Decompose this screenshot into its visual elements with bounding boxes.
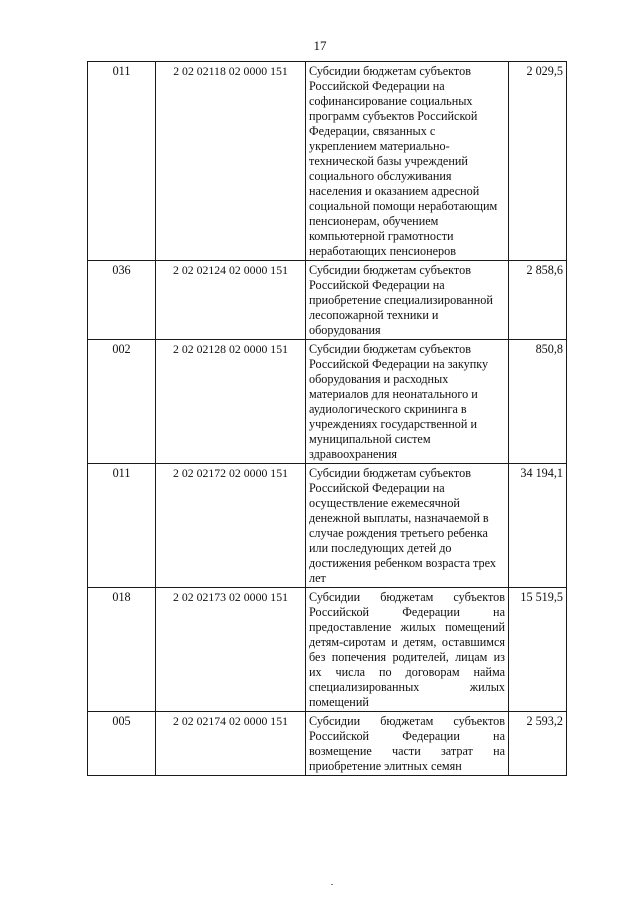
subsidy-name-cell: Субсидии бюджетам субъектов Российской Федерации на закупку оборудования и расходных материалов для неонатального и аудиологического скрининга в учреждениях государственной и муниципальной систем здравоохранения [306, 340, 509, 464]
table-row [88, 712, 567, 776]
budget-code-cell: 2 02 02174 02 0000 151 [156, 712, 306, 776]
subsidy-name-cell: Субсидии бюджетам субъектов Российской Федерации на возмещение части затрат на приобретение элитных семян [306, 712, 509, 776]
budget-code-cell: 2 02 02118 02 0000 151 [156, 62, 306, 261]
admin-code-cell: 011 [88, 62, 156, 261]
scan-mark [331, 884, 333, 885]
subsidy-name-cell: Субсидии бюджетам субъектов Российской Федерации на софинансирование социальных программ субъектов Российской Федерации, связанных с укреплением материально-технической базы учреждений социального обслуживания населения и оказанием адресной социальной помощи неработающим пенсионерам, обучением компьютерной грамотности неработающих пенсионеров [306, 62, 509, 261]
amount-cell: 34 194,1 [509, 464, 567, 588]
table-row [88, 340, 567, 464]
admin-code-cell: 011 [88, 464, 156, 588]
admin-code-cell: 018 [88, 588, 156, 712]
subsidy-name-cell: Субсидии бюджетам субъектов Российской Федерации на осуществление ежемесячной денежной выплаты, назначаемой в случае рождения третьего ребенка или последующих детей до достижения ребенком возраста трех лет [306, 464, 509, 588]
amount-cell: 15 519,5 [509, 588, 567, 712]
table-row [88, 464, 567, 588]
amount-cell: 850,8 [509, 340, 567, 464]
admin-code-cell: 002 [88, 340, 156, 464]
table-row [88, 588, 567, 712]
table-row [88, 62, 567, 261]
amount-cell: 2 858,6 [509, 261, 567, 340]
table-row [88, 261, 567, 340]
budget-code-cell: 2 02 02172 02 0000 151 [156, 464, 306, 588]
subsidy-name-cell: Субсидии бюджетам субъектов Российской Федерации на приобретение специализированной лесопожарной техники и оборудования [306, 261, 509, 340]
amount-cell: 2 029,5 [509, 62, 567, 261]
admin-code-cell: 036 [88, 261, 156, 340]
budget-code-cell: 2 02 02124 02 0000 151 [156, 261, 306, 340]
admin-code-cell: 005 [88, 712, 156, 776]
budget-code-cell: 2 02 02128 02 0000 151 [156, 340, 306, 464]
budget-code-cell: 2 02 02173 02 0000 151 [156, 588, 306, 712]
amount-cell: 2 593,2 [509, 712, 567, 776]
page-number: 17 [313, 38, 327, 53]
subsidy-name-cell: Субсидии бюджетам субъектов Российской Федерации на предоставление жилых помещений детям-сиротам и детям, оставшимся без попечения родителей, лицам из их числа по договорам найма специализированных жилых помещений [306, 588, 509, 712]
budget-table [87, 61, 567, 776]
